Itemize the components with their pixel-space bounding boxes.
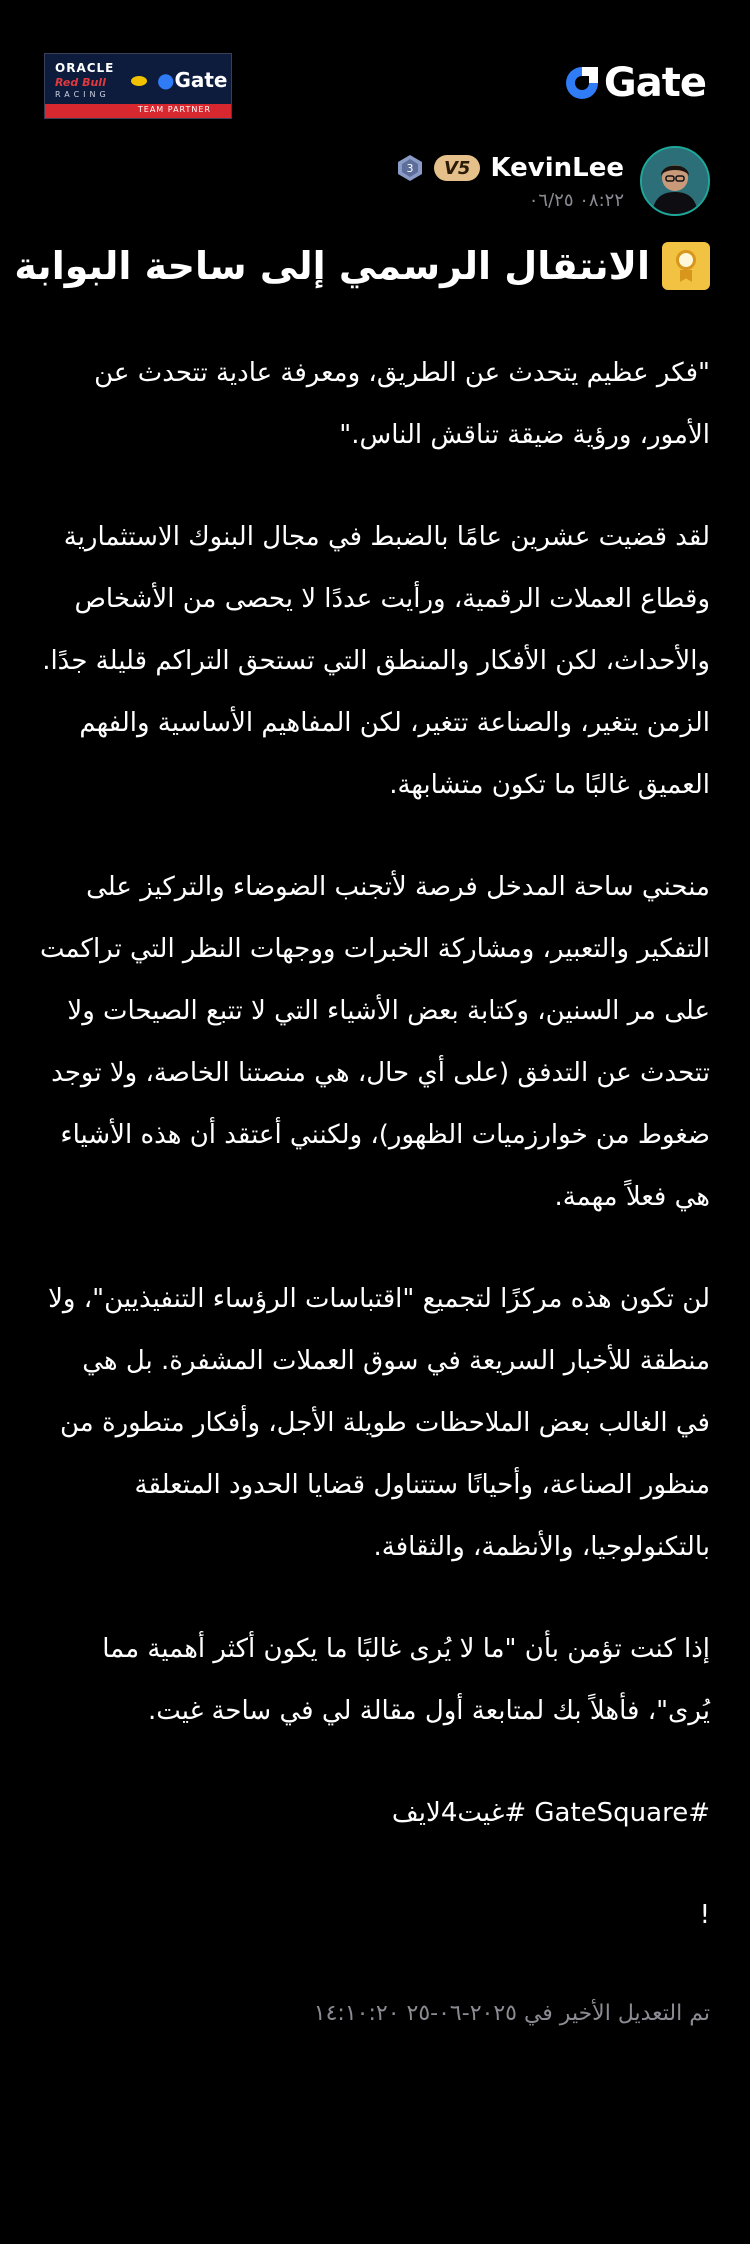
partner-gate-logo: ●Gate	[157, 68, 228, 92]
redbull-emblem-icon	[131, 76, 147, 86]
paragraph-4: لن تكون هذه مركزًا لتجميع "اقتباسات الرؤساء التنفيذيين"، ولا منطقة للأخبار السريعة في سوق العملات المشفرة. بل هي في الغالب بعض الملاحظات طويلة الأجل، وأفكار متطورة من منظور الصناعة، وأحيانًا ستتناول قضايا الحدود المتعلقة بالتكنولوجيا، والأنظمة، والثقافة.	[48, 1284, 710, 1562]
vip-badge: V5	[434, 155, 480, 181]
gate-brand-logo[interactable]	[564, 58, 706, 108]
post-timestamp: ٠٨:٢٢ ٠٦/٢٥	[528, 190, 624, 211]
post-title: الانتقال الرسمي إلى ساحة البوابة	[14, 244, 650, 288]
level-hexagon-icon	[396, 154, 424, 182]
partner-strip-text: TEAM PARTNER	[137, 105, 211, 114]
hashtag-links[interactable]: #GateSquare #غيت4لايف	[391, 1798, 710, 1828]
paragraph-5: إذا كنت تؤمن بأن "ما لا يُرى غالبًا ما يكون أكثر أهمية مما يُرى"، فأهلاً بك لمتابعة أول مقالة لي في ساحة غيت.	[102, 1634, 710, 1726]
exclamation-line: !	[699, 1900, 710, 1930]
avatar[interactable]	[640, 146, 710, 216]
post-body	[40, 342, 710, 2034]
author-row[interactable]	[210, 146, 710, 220]
gate-logo-icon	[564, 65, 600, 101]
gate-logo-text: Gate	[603, 60, 706, 106]
paragraph-3: منحني ساحة المدخل فرصة لأتجنب الضوضاء والتركيز على التفكير والتعبير، ومشاركة الخبرات ووجهات النظر التي تراكمت على مر السنين، وكتابة بعض الأشياء التي لا تتبع الصيحات ولا تتحدث عن التدفق (على أي حال، هي منصتنا الخاصة، ولا توجد ضغوط من خوارزميات الظهور)، ولكنني أعتقد أن هذه الأشياء هي فعلاً مهمة.	[40, 872, 710, 1212]
paragraph-1: "فكر عظيم يتحدث عن الطريق، ومعرفة عادية تتحدث عن الأمور، ورؤية ضيقة تناقش الناس."	[94, 358, 710, 450]
avatar-portrait-icon	[642, 148, 708, 214]
level-badge	[396, 154, 424, 182]
award-badge-icon	[662, 242, 710, 290]
level-number: 3	[406, 162, 414, 175]
partner-redbull-text: Red Bull	[55, 76, 106, 89]
team-partner-badge	[44, 53, 232, 119]
partner-strip	[45, 104, 231, 118]
author-name[interactable]: KevinLee	[490, 153, 624, 183]
partner-oracle-text: ORACLE	[55, 61, 115, 75]
top-bar	[0, 0, 750, 170]
partner-racing-text: RACING	[55, 90, 110, 99]
author-name-row	[396, 150, 624, 186]
paragraph-2: لقد قضيت عشرين عامًا بالضبط في مجال البنوك الاستثمارية وقطاع العملات الرقمية، ورأيت عددًا لا يحصى من الأشخاص والأحداث، لكن الأفكار والمنطق التي تستحق التراكم قليلة جدًا. الزمن يتغير، والصناعة تتغير، لكن المفاهيم الأساسية والفهم العميق غالبًا ما تكون متشابهة.	[42, 522, 710, 800]
post-title-row	[14, 236, 710, 296]
last-edited-note: تم التعديل الأخير في ٢٠٢٥-٠٦-٢٥ ١٤:١٠:٢٠	[313, 2001, 710, 2026]
